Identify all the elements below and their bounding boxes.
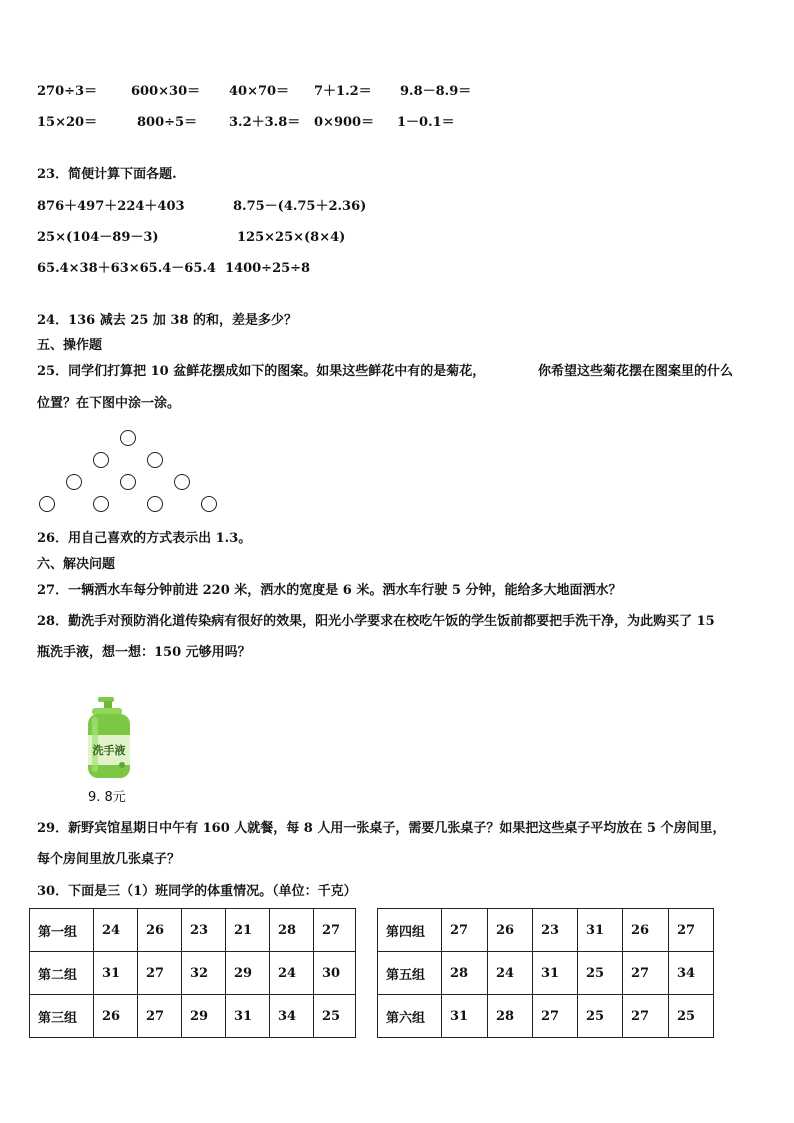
question-26: 26．用自己喜欢的方式表示出 1.3。: [37, 531, 252, 546]
calc-item: 15×20＝: [37, 115, 98, 130]
calc-item: 125×25×(8×4): [237, 230, 346, 245]
weight-cell: 28: [270, 909, 314, 952]
weight-cell: 31: [226, 995, 270, 1038]
question-25-line1-end: 你希望这些菊花摆在图案里的什么: [538, 364, 734, 379]
question-24: 24．136 减去 25 加 38 的和，差是多少？: [37, 313, 298, 328]
group-label-cell: 第六组: [378, 995, 442, 1038]
weight-cell: 25: [578, 952, 623, 995]
question-28-line1: 28．勤洗手对预防消化道传染病有很好的效果，阳光小学要求在校吃午饭的学生饭前都要把手洗干净，为此购买了 15: [37, 614, 715, 629]
question-27: 27．一辆洒水车每分钟前进 220 米，洒水的宽度是 6 米。洒水车行驶 5 分钟，能给多大地面洒水？: [37, 583, 622, 598]
weight-cell: 31: [533, 952, 578, 995]
flower-circle[interactable]: [147, 452, 163, 468]
weight-cell: 27: [442, 909, 488, 952]
weight-cell: 29: [226, 952, 270, 995]
question-25-line1: 25．同学们打算把 10 盆鲜花摆成如下的图案。如果这些鲜花中有的是菊花，: [37, 364, 486, 379]
weight-cell: 27: [623, 995, 669, 1038]
section-heading: 六、解决问题: [37, 557, 116, 572]
calc-item: 1400÷25÷8: [225, 261, 311, 276]
weight-cell: 27: [138, 995, 182, 1038]
weight-cell: 26: [94, 995, 138, 1038]
weight-cell: 23: [182, 909, 226, 952]
weight-cell: 25: [578, 995, 623, 1038]
weight-cell: 26: [623, 909, 669, 952]
hand-wash-bottle-image: [84, 695, 134, 781]
weight-cell: 32: [182, 952, 226, 995]
weight-cell: 25: [669, 995, 714, 1038]
group-label-cell: 第四组: [378, 909, 442, 952]
flower-circle[interactable]: [147, 496, 163, 512]
calc-item: 7＋1.2＝: [314, 84, 372, 99]
weight-cell: 21: [226, 909, 270, 952]
weight-cell: 28: [488, 995, 533, 1038]
weight-cell: 27: [623, 952, 669, 995]
group-label-cell: 第三组: [30, 995, 94, 1038]
weight-cell: 24: [94, 909, 138, 952]
weight-cell: 27: [669, 909, 714, 952]
table-row: [30, 995, 714, 1038]
question-29-line2: 每个房间里放几张桌子？: [37, 852, 181, 867]
weight-cell: 34: [270, 995, 314, 1038]
calc-item: 600×30＝: [131, 84, 201, 99]
flower-circle[interactable]: [174, 474, 190, 490]
calc-item: 270÷3＝: [37, 84, 98, 99]
flower-circle[interactable]: [66, 474, 82, 490]
weight-cell: 23: [533, 909, 578, 952]
table-gap: [356, 952, 378, 995]
weight-table: [29, 908, 714, 1038]
question-29-line1: 29．新野宾馆星期日中午有 160 人就餐，每 8 人用一张桌子，需要几张桌子？如果把这些桌子平均放在 5 个房间里，: [37, 821, 726, 836]
weight-cell: 27: [533, 995, 578, 1038]
calc-item: 40×70＝: [229, 84, 290, 99]
flower-circle[interactable]: [93, 496, 109, 512]
weight-cell: 29: [182, 995, 226, 1038]
calc-item: 9.8－8.9＝: [400, 84, 472, 99]
table-row: [30, 952, 714, 995]
flower-circle[interactable]: [120, 430, 136, 446]
weight-cell: 31: [578, 909, 623, 952]
question-25-line2: 位置？在下图中涂一涂。: [37, 396, 181, 411]
group-label-cell: 第二组: [30, 952, 94, 995]
weight-cell: 25: [314, 995, 356, 1038]
weight-cell: 27: [314, 909, 356, 952]
question-23-title: 23．简便计算下面各题.: [37, 167, 177, 182]
calc-item: 25×(104－89－3): [37, 230, 159, 245]
weight-cell: 27: [138, 952, 182, 995]
weight-cell: 34: [669, 952, 714, 995]
flower-circle[interactable]: [93, 452, 109, 468]
weight-cell: 31: [442, 995, 488, 1038]
table-gap: [356, 909, 378, 952]
weight-cell: 31: [94, 952, 138, 995]
flower-circle[interactable]: [39, 496, 55, 512]
price-label: 9. 8元: [88, 790, 126, 805]
calc-item: 8.75－(4.75＋2.36): [233, 199, 367, 214]
group-label-cell: 第一组: [30, 909, 94, 952]
flower-circle[interactable]: [120, 474, 136, 490]
weight-cell: 26: [488, 909, 533, 952]
weight-cell: 30: [314, 952, 356, 995]
calc-item: 1－0.1＝: [397, 115, 455, 130]
weight-cell: 24: [488, 952, 533, 995]
question-28-line2: 瓶洗手液，想一想：150 元够用吗？: [37, 645, 251, 660]
weight-cell: 26: [138, 909, 182, 952]
weight-cell: 28: [442, 952, 488, 995]
bottle-label: 洗手液: [92, 744, 126, 757]
calc-item: 65.4×38＋63×65.4－65.4: [37, 261, 216, 276]
table-gap: [356, 995, 378, 1038]
flower-circle[interactable]: [201, 496, 217, 512]
table-row: [30, 909, 714, 952]
question-30: 30．下面是三（1）班同学的体重情况。（单位：千克）: [37, 884, 357, 899]
weight-cell: 24: [270, 952, 314, 995]
group-label-cell: 第五组: [378, 952, 442, 995]
calc-item: 0×900＝: [314, 115, 375, 130]
calc-item: 876＋497＋224＋403: [37, 199, 185, 214]
section-heading: 五、操作题: [37, 338, 103, 353]
calc-item: 3.2＋3.8＝: [229, 115, 301, 130]
calc-item: 800÷5＝: [137, 115, 198, 130]
